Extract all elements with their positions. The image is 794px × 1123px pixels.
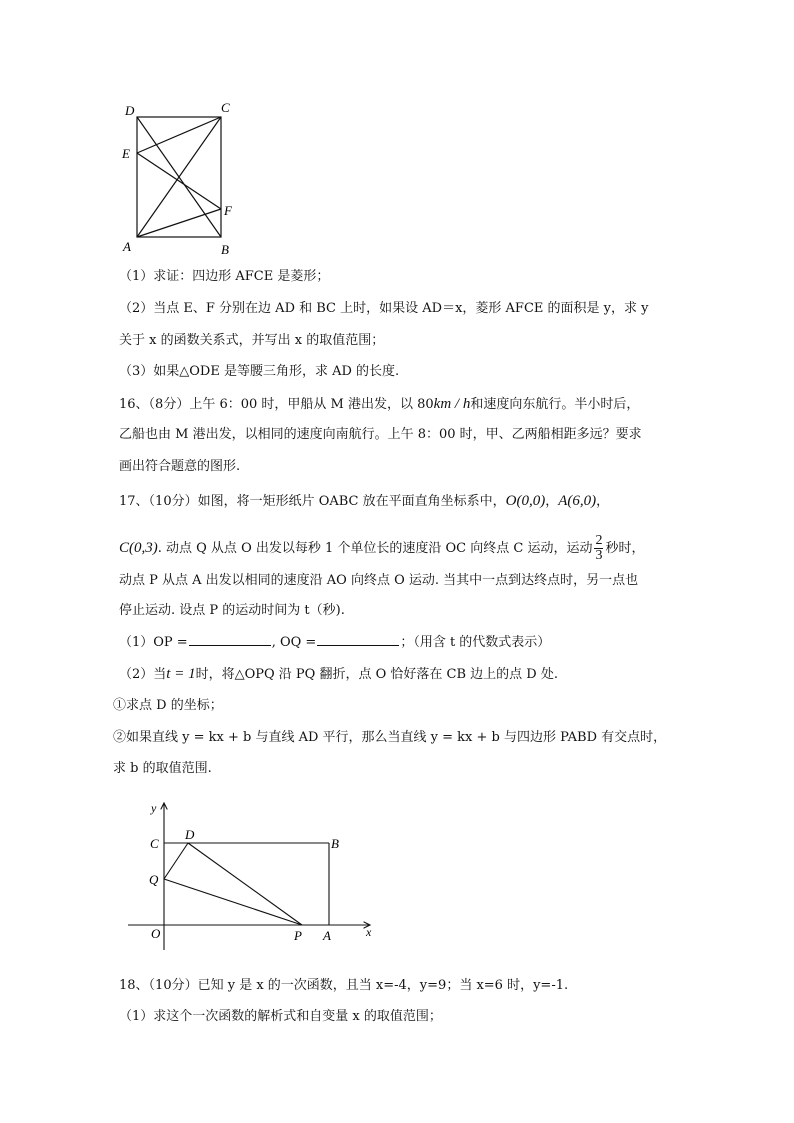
q17-line2-a: . 动点 Q 从点 O 出发以每秒 1 个单位长的速度沿 OC 向终点 C 运动，运动 bbox=[157, 541, 593, 556]
label-a: A bbox=[123, 239, 131, 254]
segment-af bbox=[137, 209, 221, 237]
q16-line2: 乙船也由 M 港出发，以相同的速度向南航行。上午 8：00 时，甲、乙两船相距多远？要求 bbox=[119, 427, 642, 442]
label-d: D bbox=[125, 103, 135, 118]
q17-sub2-b: 时，将△OPQ 沿 PQ 翻折，点 O 恰好落在 CB 边上的点 D 处. bbox=[195, 667, 558, 682]
label-x: x bbox=[366, 925, 372, 939]
q16-line3: 画出符合题意的图形. bbox=[119, 459, 241, 474]
q17-line2 bbox=[119, 534, 645, 563]
q17-item2-line1: ②如果直线 y = kx + b 与直线 AD 平行，那么当直线 y = kx + b 与四边形 PABD 有交点时， bbox=[113, 730, 667, 745]
q17-line2-b: 秒时， bbox=[605, 541, 645, 556]
q17-sub1-c: ；（用含 t 的代数式表示） bbox=[400, 635, 551, 650]
t-equals-one: t = 1 bbox=[166, 666, 196, 682]
q15-part2-line2: 关于 x 的函数关系式，并写出 x 的取值范围； bbox=[119, 333, 385, 348]
q18-line1: 18、（10分）已知 y 是 x 的一次函数，且当 x=-4，y=9；当 x=6 时，y=-1. bbox=[119, 978, 569, 993]
label-f: F bbox=[224, 203, 232, 218]
q17-line3: 动点 P 从点 A 出发以相同的速度沿 AO 向终点 O 运动. 当其中一点到达终点时，另一点也 bbox=[119, 573, 639, 588]
q17-sub1-a: （1）OP = bbox=[119, 635, 188, 650]
q17-sub1 bbox=[119, 633, 550, 652]
q16-line1-b: 和速度向东航行。半小时后， bbox=[470, 397, 640, 412]
sep1: ， bbox=[545, 494, 559, 509]
q17-line4: 停止运动. 设点 P 的运动时间为 t（秒). bbox=[119, 603, 345, 618]
q15-part1: （1）求证：四边形 AFCE 是菱形； bbox=[119, 269, 330, 284]
coord-o: O(0,0) bbox=[505, 493, 546, 509]
label-b: B bbox=[221, 242, 229, 257]
segment-qp bbox=[164, 879, 302, 925]
q17-sub2-a: （2）当 bbox=[119, 667, 167, 682]
segment-dp bbox=[188, 843, 302, 925]
coordinate-figure bbox=[120, 795, 380, 955]
label-d2: D bbox=[185, 827, 195, 842]
label-y: y bbox=[151, 801, 157, 815]
q18-sub1: （1）求这个一次函数的解析式和自变量 x 的取值范围； bbox=[119, 1009, 442, 1024]
label-c: C bbox=[221, 100, 230, 115]
q16-line1 bbox=[119, 395, 639, 414]
fraction-two-thirds bbox=[594, 534, 603, 563]
label-p: P bbox=[294, 928, 302, 943]
sep2: ， bbox=[596, 494, 610, 509]
q16-line1-a: 16、（8分）上午 6：00 时，甲船从 M 港出发，以 80 bbox=[119, 397, 434, 412]
coord-a: A(6,0) bbox=[558, 493, 597, 509]
q17-sub1-b: , OQ = bbox=[271, 635, 317, 650]
coord-c: C(0,3) bbox=[119, 540, 158, 556]
q17-item1: ①求点 D 的坐标； bbox=[113, 698, 223, 713]
label-e: E bbox=[122, 146, 130, 161]
q15-part2-line1: （2）当点 E、F 分别在边 AD 和 BC 上时，如果设 AD＝x，菱形 AFCE 的面积是 y，求 y bbox=[119, 301, 649, 316]
q17-line1-a: 17、（10分）如图，将一矩形纸片 OABC 放在平面直角坐标系中， bbox=[119, 494, 506, 509]
segment-ef bbox=[137, 153, 221, 209]
label-c2: C bbox=[150, 836, 159, 851]
label-a2: A bbox=[323, 928, 331, 943]
q17-sub2 bbox=[119, 665, 558, 684]
op-answer-blank[interactable] bbox=[189, 633, 271, 646]
label-b2: B bbox=[331, 836, 339, 851]
label-q: Q bbox=[149, 872, 159, 887]
q17-item2-line2: 求 b 的取值范围. bbox=[113, 761, 212, 776]
fraction-denominator: 3 bbox=[595, 548, 603, 563]
q15-part3: （3）如果△ODE 是等腰三角形，求 AD 的长度. bbox=[119, 364, 400, 379]
label-o: O bbox=[151, 926, 161, 941]
rectangle-figure bbox=[115, 95, 250, 265]
oq-answer-blank[interactable] bbox=[317, 633, 399, 646]
fraction-numerator: 2 bbox=[595, 533, 603, 548]
q17-line1 bbox=[119, 492, 609, 511]
speed-unit: km / h bbox=[433, 396, 471, 412]
segment-qd bbox=[164, 843, 188, 879]
